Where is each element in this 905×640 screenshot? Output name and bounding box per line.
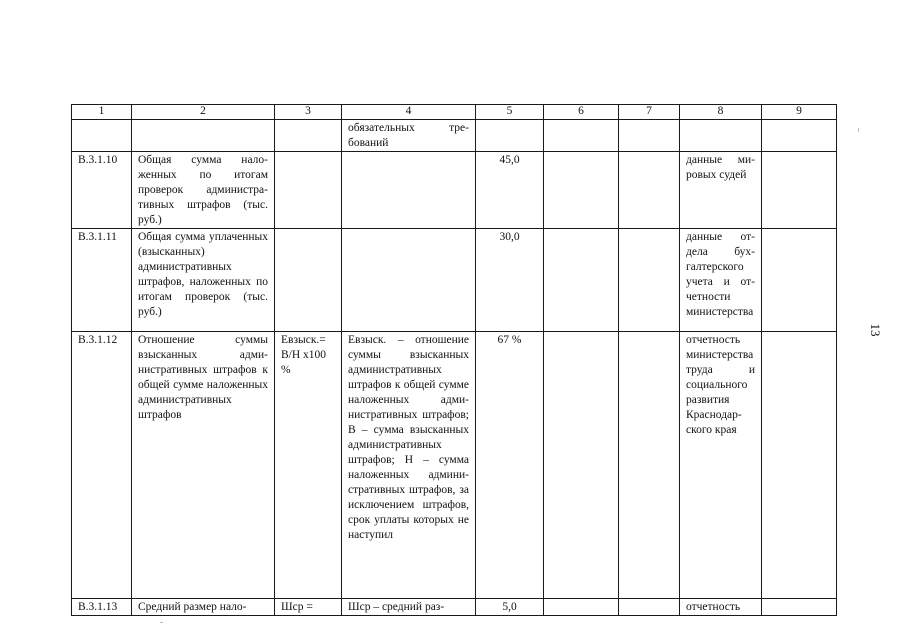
table-cell [544, 599, 619, 616]
table-row [72, 152, 837, 229]
table-cell [762, 599, 837, 616]
column-number: 4 [342, 105, 476, 120]
indicator-value: 67 % [476, 332, 544, 599]
table-cell [544, 229, 619, 332]
column-number-row [72, 105, 837, 120]
table-cell: обязательных требований [342, 120, 476, 152]
column-number: 7 [619, 105, 680, 120]
indicator-formula: Шср = [275, 599, 342, 616]
formula-description [342, 229, 476, 332]
indicator-formula [275, 229, 342, 332]
table-cell [132, 120, 275, 152]
table-cell [619, 152, 680, 229]
table-cell [544, 120, 619, 152]
data-source: данные мировых судей [680, 152, 762, 229]
table-cell [476, 120, 544, 152]
page-number: 13 [868, 323, 883, 337]
indicator-code: В.3.1.13 [72, 599, 132, 616]
table-row [72, 332, 837, 599]
column-number: 1 [72, 105, 132, 120]
indicator-name: Отношение суммы взысканных административных штрафов к общей сумме наложенных административных штрафов [132, 332, 275, 599]
table-row [72, 229, 837, 332]
table-cell [544, 332, 619, 599]
table-cell [762, 229, 837, 332]
column-number: 8 [680, 105, 762, 120]
column-number: 5 [476, 105, 544, 120]
column-number: 2 [132, 105, 275, 120]
data-source: отчетность [680, 599, 762, 616]
table-cell [275, 120, 342, 152]
table-cell [762, 152, 837, 229]
table-cell [544, 152, 619, 229]
indicator-value: 45,0 [476, 152, 544, 229]
table-cell [619, 120, 680, 152]
column-number: 9 [762, 105, 837, 120]
formula-description: Шср – средний раз- [342, 599, 476, 616]
scan-mark [160, 622, 163, 623]
table-cell [619, 599, 680, 616]
table-row [72, 599, 837, 616]
formula-description: Евзыск. – отношение суммы взысканных административных штрафов к общей сумме наложенных административных штрафов; В – сумма взысканных административных штрафов; Н – сумма наложенных административных штрафов, за исключением штрафов, срок уплаты которых не наступил [342, 332, 476, 599]
indicators-table [71, 104, 837, 616]
indicator-formula: Евзыск.= В/Н х100 % [275, 332, 342, 599]
column-number: 6 [544, 105, 619, 120]
indicator-formula [275, 152, 342, 229]
continuation-row [72, 120, 837, 152]
indicator-name: Общая сумма уплаченных (взысканных) административных штрафов, наложенных по итогам проверок (тыс. руб.) [132, 229, 275, 332]
indicator-name: Общая сумма наложенных по итогам проверок административных штрафов (тыс. руб.) [132, 152, 275, 229]
data-source: данные отдела бухгалтерского учета и отчетности министерства [680, 229, 762, 332]
indicator-code: В.3.1.10 [72, 152, 132, 229]
indicator-value: 30,0 [476, 229, 544, 332]
table-cell [762, 120, 837, 152]
indicator-name: Средний размер нало- [132, 599, 275, 616]
indicator-code: В.3.1.12 [72, 332, 132, 599]
table-cell [619, 229, 680, 332]
table-cell [72, 120, 132, 152]
column-number: 3 [275, 105, 342, 120]
scan-mark [858, 128, 859, 132]
formula-description [342, 152, 476, 229]
table-cell [680, 120, 762, 152]
indicator-value: 5,0 [476, 599, 544, 616]
table-cell [762, 332, 837, 599]
table-cell [619, 332, 680, 599]
indicator-code: В.3.1.11 [72, 229, 132, 332]
data-source: отчетность министерства труда и социального развития Краснодарского края [680, 332, 762, 599]
